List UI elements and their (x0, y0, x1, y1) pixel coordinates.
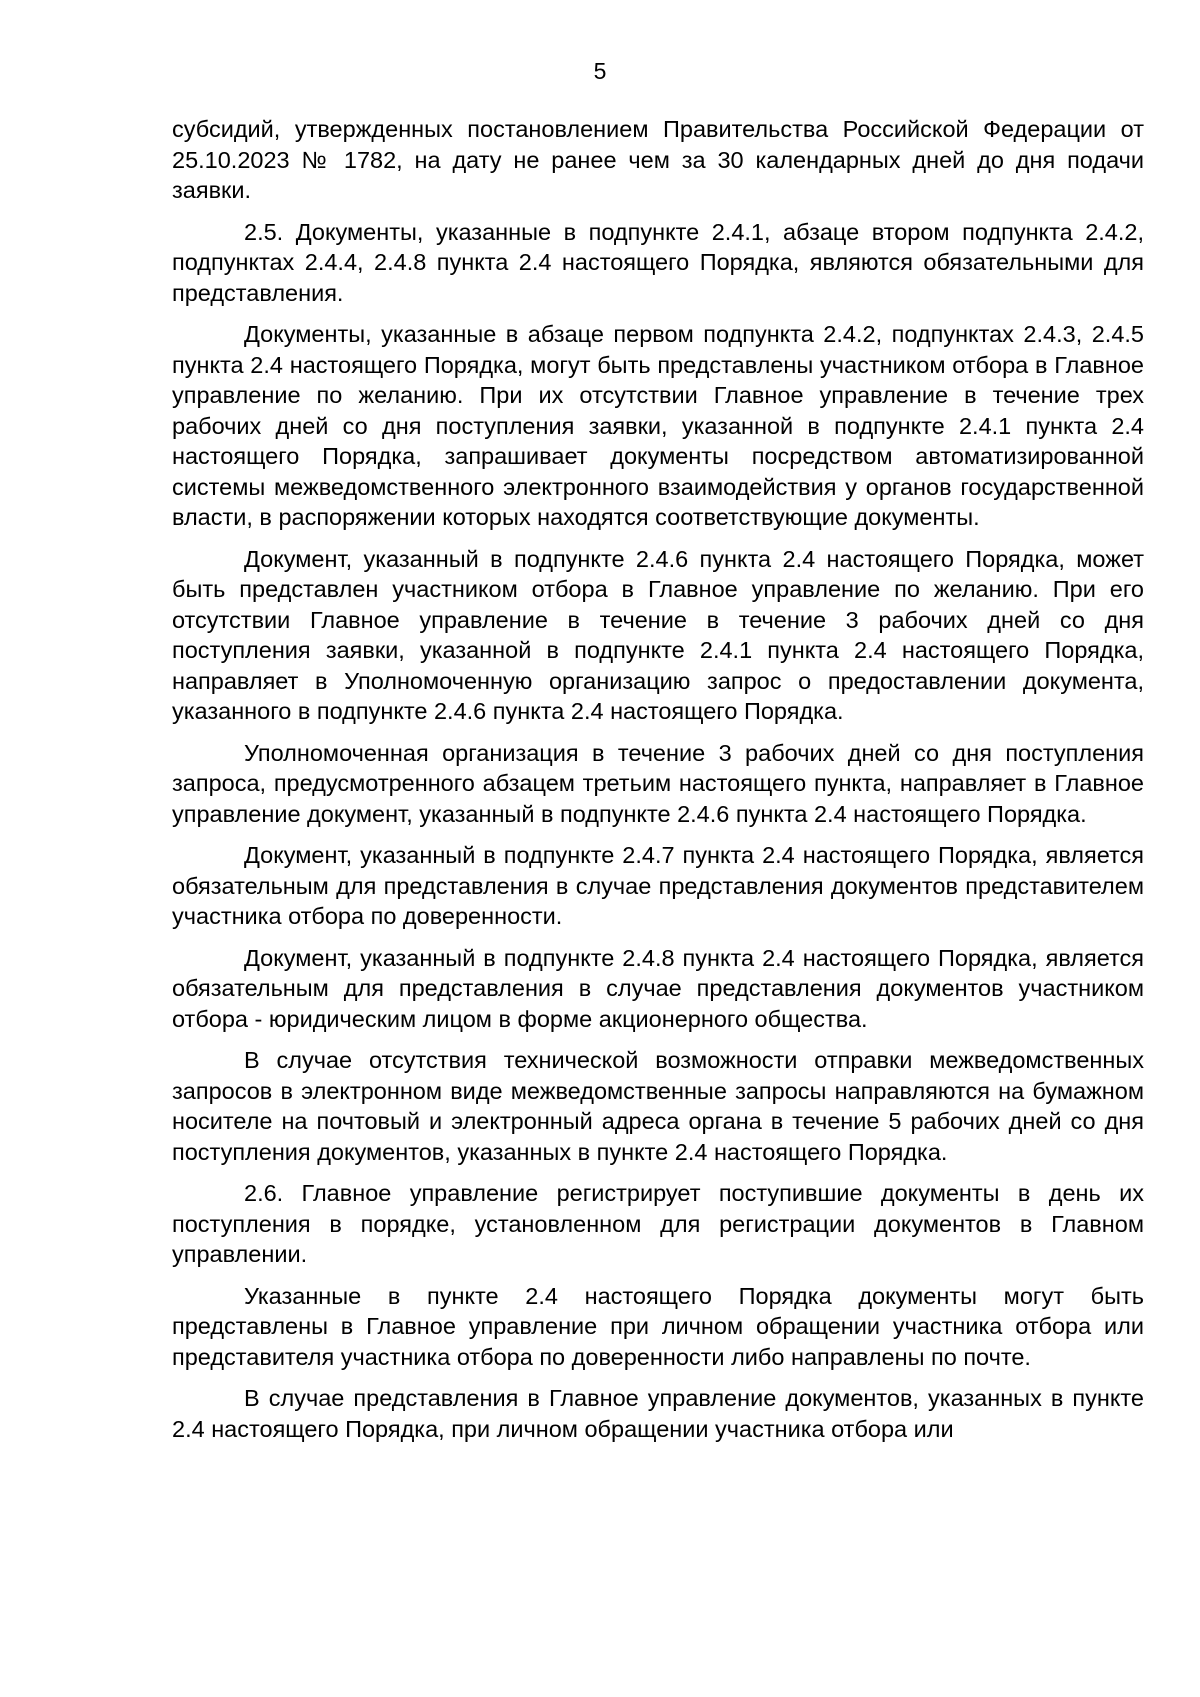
page-number: 5 (593, 58, 607, 84)
paragraph-4: Документ, указанный в подпункте 2.4.6 пункта 2.4 настоящего Порядка, может быть представлен участником отбора в Главное управление по желанию. При его отсутствии Главное управление в течение в течение 3 рабочих дней со дня поступления заявки, указанной в подпункте 2.4.1 пункта 2.4 настоящего Порядка, направляет в Уполномоченную организацию запрос о предоставлении документа, указанного в подпункте 2.4.6 пункта 2.4 настоящего Порядка. (172, 545, 1144, 724)
paragraph-1: субсидий, утвержденных постановлением Правительства Российской Федерации от 25.10.2023 № 1782, на дату не ранее чем за 30 календарных дней до дня подачи заявки. (172, 116, 1144, 203)
paragraph-10: Указанные в пункте 2.4 настоящего Порядка документы могут быть представлены в Главное управление при личном обращении участника отбора или представителя участника отбора по доверенности либо направлены по почте. (172, 1282, 1144, 1370)
paragraph-8: В случае отсутствия технической возможности отправки межведомственных запросов в электронном виде межведомственные запросы направляются на бумажном носителе на почтовый и электронный адреса органа в течение 5 рабочих дней со дня поступления документов, указанных в пункте 2.4 настоящего Порядка. (172, 1047, 1144, 1165)
paragraph-3: Документы, указанные в абзаце первом подпункта 2.4.2, подпунктах 2.4.3, 2.4.5 пункта 2.4 настоящего Порядка, могут быть представлены участником отбора в Главное управление по желанию. При их отсутствии Главное управление в течение трех рабочих дней со дня поступления заявки, указанной в подпункте 2.4.1 пункта 2.4 настоящего Порядка, запрашивает документы посредством автоматизированной системы межведомственного электронного взаимодействия у органов государственной власти, в распоряжении которых находятся соответствующие документы. (172, 321, 1144, 530)
paragraph-11: В случае представления в Главное управление документов, указанных в пункте 2.4 настоящего Порядка, при личном обращении участника отбора или (172, 1385, 1144, 1442)
paragraph-2: 2.5. Документы, указанные в подпункте 2.4.1, абзаце втором подпункта 2.4.2, подпунктах 2.4.4, 2.4.8 пункта 2.4 настоящего Порядка, являются обязательными для представления. (172, 218, 1144, 306)
paragraph-7: Документ, указанный в подпункте 2.4.8 пункта 2.4 настоящего Порядка, является обязательным для представления в случае представления документов участником отбора - юридическим лицом в форме акционерного общества. (172, 944, 1144, 1032)
paragraph-6: Документ, указанный в подпункте 2.4.7 пункта 2.4 настоящего Порядка, является обязательным для представления в случае представления документов представителем участника отбора по доверенности. (172, 842, 1144, 929)
paragraph-5: Уполномоченная организация в течение 3 рабочих дней со дня поступления запроса, предусмотренного абзацем третьим настоящего пункта, направляет в Главное управление документ, указанный в подпункте 2.4.6 пункта 2.4 настоящего Порядка. (172, 739, 1144, 827)
paragraph-9: 2.6. Главное управление регистрирует поступившие документы в день их поступления в порядке, установленном для регистрации документов в Главном управлении. (172, 1180, 1144, 1267)
document-body (172, 114, 1144, 1455)
